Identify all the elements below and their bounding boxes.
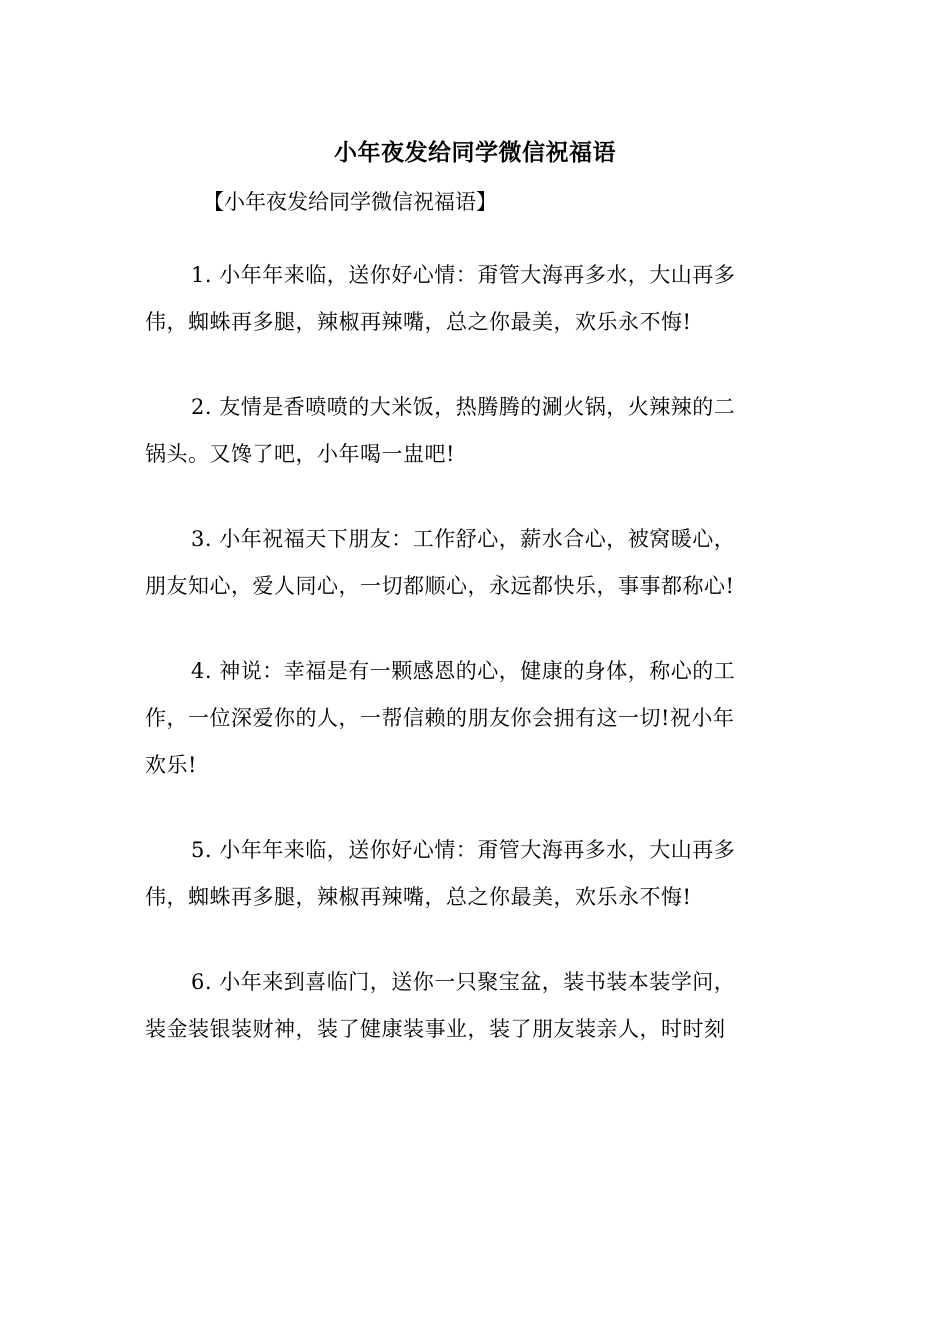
paragraph-line: 3. 小年祝福天下朋友：工作舒心，薪水合心，被窝暖心， <box>191 527 736 551</box>
paragraph-line: 伟，蜘蛛再多腿，辣椒再辣嘴，总之你最美，欢乐永不悔! <box>145 310 692 334</box>
paragraph <box>145 827 810 921</box>
paragraph-line: 6. 小年来到喜临门，送你一只聚宝盆，装书装本装学问， <box>191 970 736 994</box>
paragraph-line: 4. 神说：幸福是有一颗感恩的心，健康的身体，称心的工 <box>191 659 736 683</box>
paragraph <box>145 516 810 610</box>
paragraph <box>145 252 810 346</box>
paragraph-line: 2. 友情是香喷喷的大米饭，热腾腾的涮火锅，火辣辣的二 <box>191 395 736 419</box>
paragraph-line: 欢乐! <box>145 753 197 777</box>
paragraph <box>145 384 810 478</box>
paragraph-line: 5. 小年年来临，送你好心情：甭管大海再多水，大山再多 <box>191 838 736 862</box>
document-subtitle: 【小年夜发给同学微信祝福语】 <box>203 190 497 214</box>
paragraph-line: 朋友知心，爱人同心，一切都顺心，永远都快乐，事事都称心! <box>145 574 735 598</box>
paragraph-line: 伟，蜘蛛再多腿，辣椒再辣嘴，总之你最美，欢乐永不悔! <box>145 885 692 909</box>
paragraph <box>145 959 810 1053</box>
paragraph <box>145 648 810 789</box>
paragraph-line: 锅头。又馋了吧，小年喝一盅吧! <box>145 442 455 466</box>
document-body <box>145 252 810 1053</box>
paragraph-line: 装金装银装财神，装了健康装事业，装了朋友装亲人，时时刻 <box>145 1017 726 1041</box>
document-title: 小年夜发给同学微信祝福语 <box>334 139 616 166</box>
paragraph-line: 1. 小年年来临，送你好心情：甭管大海再多水，大山再多 <box>191 263 736 287</box>
paragraph-line: 作，一位深爱你的人，一帮信赖的朋友你会拥有这一切!祝小年 <box>145 706 735 730</box>
